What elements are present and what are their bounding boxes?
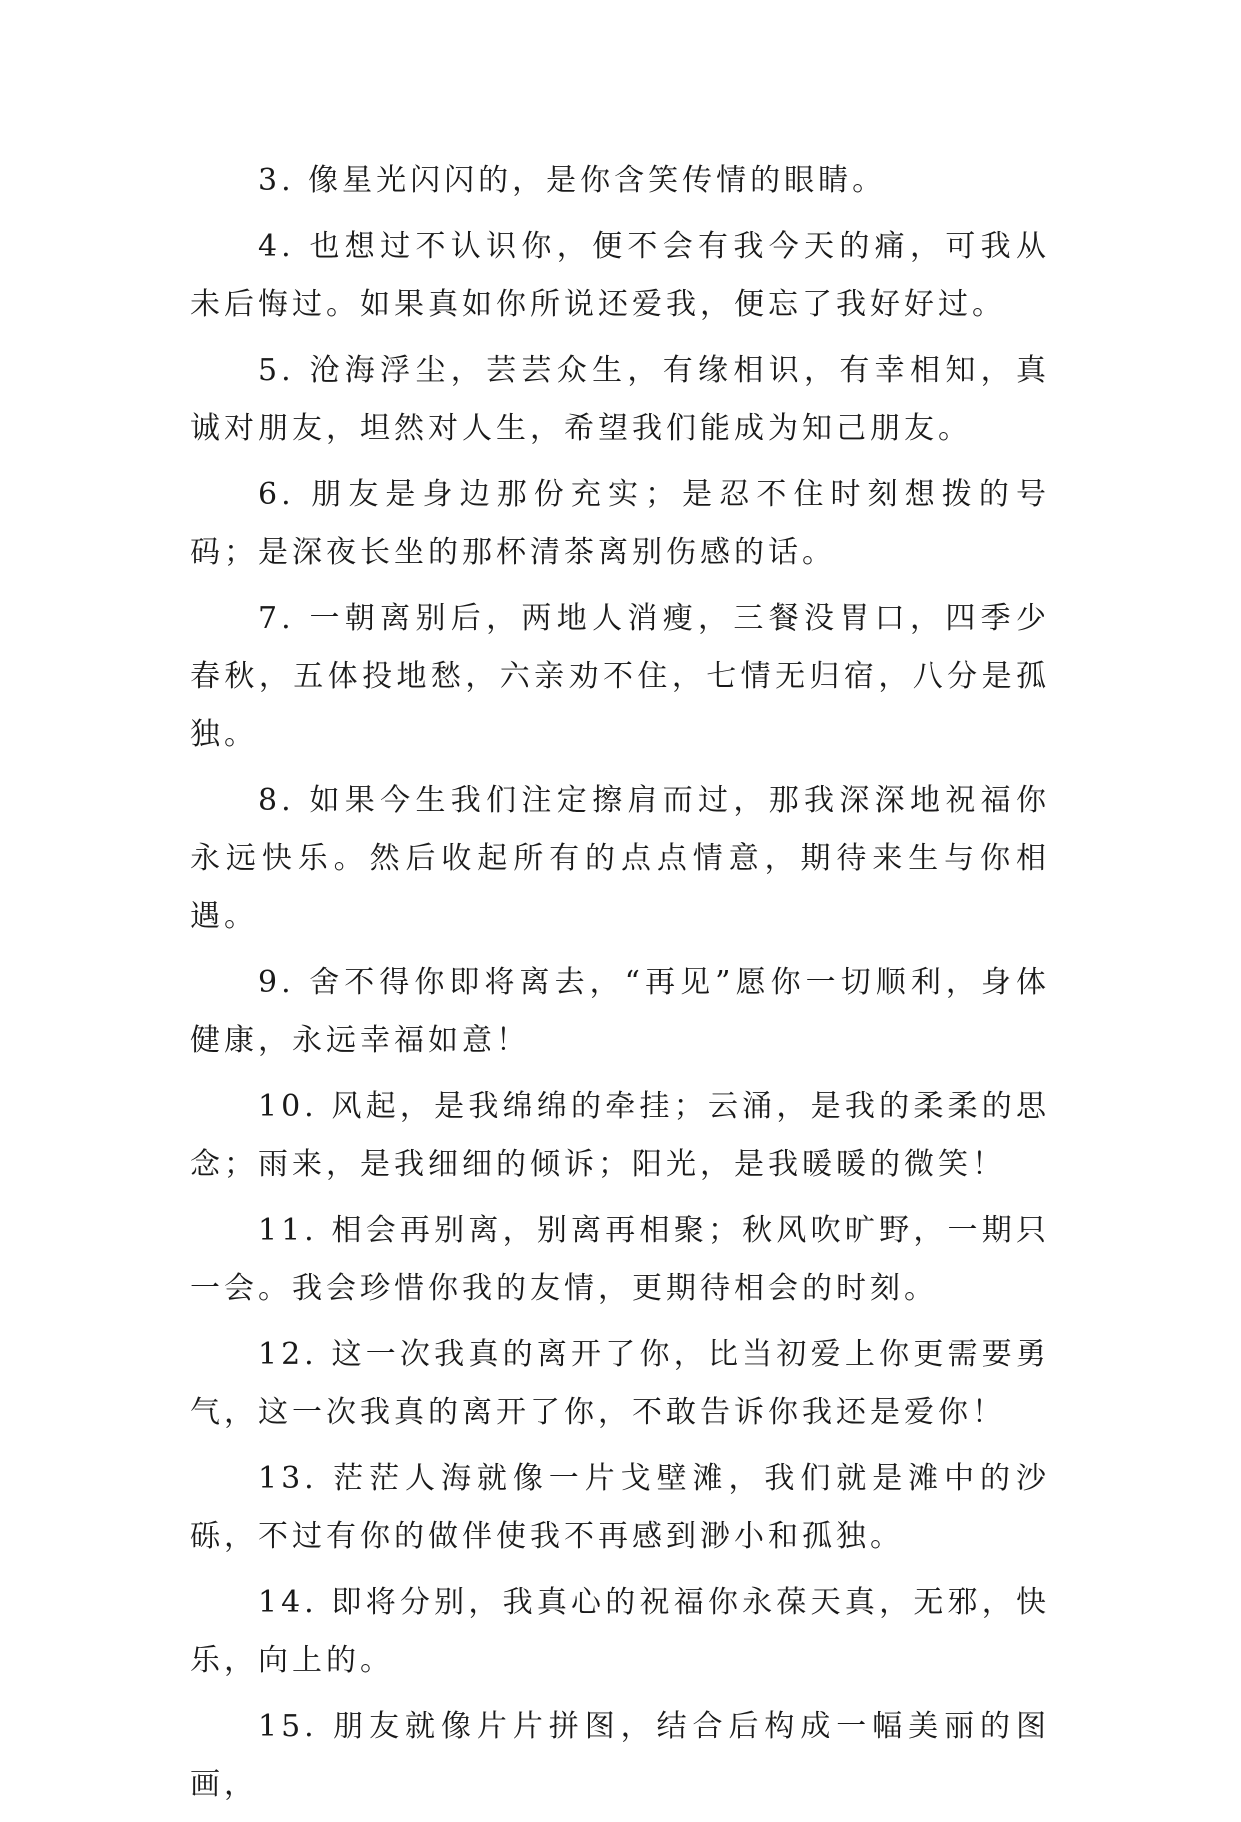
document-body [190,152,1050,1822]
paragraph-4: 4. 也想过不认识你，便不会有我今天的痛，可我从未后悔过。如果真如你所说还爱我，便忘了我好好过。 [190,229,1050,322]
paragraph-13: 13. 茫茫人海就像一片戈壁滩，我们就是滩中的沙砾，不过有你的做伴使我不再感到渺小和孤独。 [190,1461,1050,1554]
paragraph-7: 7. 一朝离别后，两地人消瘦，三餐没胃口，四季少春秋，五体投地愁，六亲劝不住，七情无归宿，八分是孤独。 [190,601,1050,752]
paragraph-6: 6. 朋友是身边那份充实；是忍不住时刻想拨的号码；是深夜长坐的那杯清茶离别伤感的话。 [190,477,1050,570]
paragraph-3: 3. 像星光闪闪的，是你含笑传情的眼睛。 [258,163,887,198]
paragraph-5: 5. 沧海浮尘，芸芸众生，有缘相识，有幸相知，真诚对朋友，坦然对人生，希望我们能成为知己朋友。 [190,353,1050,446]
paragraph-14: 14. 即将分别，我真心的祝福你永葆天真，无邪，快乐，向上的。 [190,1585,1050,1678]
paragraph-8: 8. 如果今生我们注定擦肩而过，那我深深地祝福你永远快乐。然后收起所有的点点情意，期待来生与你相遇。 [190,783,1050,934]
paragraph-11: 11. 相会再别离，别离再相聚；秋风吹旷野，一期只一会。我会珍惜你我的友情，更期待相会的时刻。 [190,1213,1050,1306]
paragraph-9: 9. 舍不得你即将离去，“再见”愿你一切顺利，身体健康，永远幸福如意！ [190,965,1050,1058]
paragraph-12: 12. 这一次我真的离开了你，比当初爱上你更需要勇气，这一次我真的离开了你，不敢告诉你我还是爱你！ [190,1337,1050,1430]
paragraph-15: 15. 朋友就像片片拼图，结合后构成一幅美丽的图画， [190,1709,1050,1802]
paragraph-10: 10. 风起，是我绵绵的牵挂；云涌，是我的柔柔的思念；雨来，是我细细的倾诉；阳光，是我暖暖的微笑！ [190,1089,1050,1182]
